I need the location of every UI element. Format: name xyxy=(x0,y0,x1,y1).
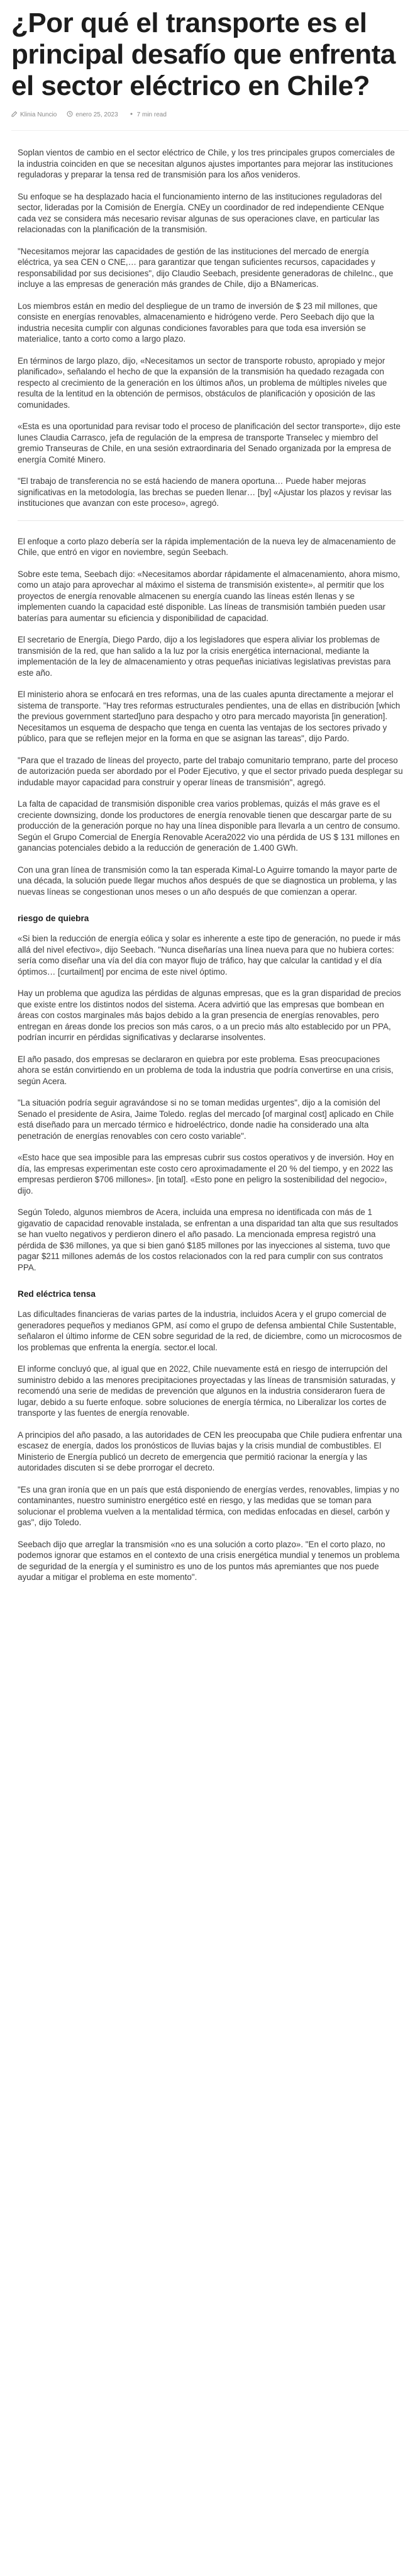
paragraph: "Necesitamos mejorar las capacidades de gestión de las instituciones del mercado de energía eléctrica, ya sea CEN o CNE,… para garantizar que tengan suficientes recursos, capacidades y responsabilidad por sus decisiones", dijo Claudio Seebach, presidente generadoras de chileInc., que incluye a las empresas de generación más grandes de Chile, dijo a BNamericas. xyxy=(18,246,394,289)
section-divider xyxy=(18,520,404,521)
paragraph: "El trabajo de transferencia no se está haciendo de manera oportuna… Puede haber mejoras significativas en la metodología, las brechas se pueden llenar… [by] «Ajustar los plazos y revisar las instituciones que avanzan con este proceso», agregó. xyxy=(18,476,392,508)
paragraph: Sobre este tema, Seebach dijo: «Necesitamos abordar rápidamente el almacenamiento, ahora mismo, como un atajo para aprovechar al máximo el sistema de transmisión existente», al permitir que los proyectos de energía renovable almacenen su energía cuando las líneas estén llenas y se implementen cuando la capacidad esté disponible. Las líneas de transmisión también pueden usar baterías para aumentar su eficiencia y disponibilidad de capacidad. xyxy=(18,569,401,623)
paragraph: «Esta es una oportunidad para revisar todo el proceso de planificación del sector transporte», dijo este lunes Claudia Carrasco, jefa de regulación de la empresa de transporte Transelec y miembro del gremio Transeuras de Chile, en una sesión extraordinaria del Senado organizada por la empresa de energía Comité Minero. xyxy=(18,422,401,464)
paragraph: Su enfoque se ha desplazado hacia el funcionamiento interno de las instituciones reguladoras del sector, lideradas por la Comisión de Energía. CNEy un coordinador de red independiente CENque cada vez se considera más necesario revisar algunas de sus operaciones clave, en particular las relacionadas con la planificación de la transmisión. xyxy=(18,191,384,234)
paragraph: Con una gran línea de transmisión como la tan esperada Kimal-Lo Aguirre tomando la mayor parte de una década, la solución puede llegar muchos años después de que se diagnostica un problema, y las nuevas líneas se congestionan unos meses o un año después de que comienzan a operar. xyxy=(18,865,397,897)
paragraph: El informe concluyó que, al igual que en 2022, Chile nuevamente está en riesgo de interrupción del suministro debido a las menores precipitaciones proyectadas y las líneas de transmisión saturadas, y recomendó una serie de medidas de prevención que algunos en la industria consideraron fuera de lugar, debido a su fuerte enfoque. sobre soluciones de energía térmica, no Liberalizar los cortes de transporte y las fuentes de energía renovable. xyxy=(18,1364,395,1418)
article-meta xyxy=(11,111,409,119)
author-name[interactable]: Klinia Nuncio xyxy=(20,111,57,118)
paragraph: A principios del año pasado, a las autoridades de CEN les preocupaba que Chile pudiera enfrentar una escasez de energía, dados los pronósticos de lluvias bajas y la crisis mundial de combustibles. El Ministerio de Energía publicó un decreto de emergencia que permitió racionar la energía y las autoridades discuten si se debe prorrogar el decreto. xyxy=(18,1430,402,1472)
article-title: ¿Por qué el transporte es el principal desafío que enfrenta el sector eléctrico en Chile? xyxy=(11,8,395,101)
paragraph: «Si bien la reducción de energía eólica y solar es inherente a este tipo de generación, no puede ir más allá del nivel efectivo», dijo Seebach. "Nunca diseñarías una línea nueva para que no hubiera cortes: sería como diseñar una vía del día con mayor flujo de tráfico, hay que calcular la cantidad y el día óptimos… [curtailment] por encima de este nivel óptimo. xyxy=(18,934,401,977)
paragraph: Las dificultades financieras de varias partes de la industria, incluidos Acera y el grupo comercial de generadores pequeños y medianos GPM, así como el grupo de defensa ambiental Chile Sustentable, señalaron el último informe de CEN sobre seguridad de la red, de diciembre, como un microcosmos de los problemas que enfrenta la energía. sector.el local. xyxy=(18,1309,402,1352)
clock-icon xyxy=(67,111,73,119)
read-time: 7 min read xyxy=(136,111,167,118)
paragraph: El enfoque a corto plazo debería ser la rápida implementación de la nueva ley de almacenamiento de Chile, que entró en vigor en noviembre, según Seebach. xyxy=(18,536,396,557)
date-meta xyxy=(67,111,118,119)
paragraph: "Es una gran ironía que en un país que está disponiendo de energías verdes, renovables, limpias y no contaminantes, nuestro suministro energético esté en riesgo, y las medidas que se toman para solucionar el problema vuelven a la mentalidad térmica, con medidas enfocadas en diesel, carbón y gas", dijo Toledo. xyxy=(18,1484,399,1527)
paragraph: Seebach dijo que arreglar la transmisión «no es una solución a corto plazo». "En el corto plazo, no podemos ignorar que estamos en el contexto de una crisis energética mundial y tenemos un problema de seguridad de la energía y el suministro es uno de los puntos más apremiantes que nos puede ayudar a mitigar el problema en este momento". xyxy=(18,1539,400,1582)
publish-date: enero 25, 2023 xyxy=(75,111,118,118)
edit-icon xyxy=(11,111,18,119)
article-body xyxy=(11,147,409,1583)
read-time-meta xyxy=(128,111,167,119)
paragraph: Según Toledo, algunos miembros de Acera, incluida una empresa no identificada con más de 1 gigavatio de capacidad renovable instalada, se enfrentan a una disparidad tan alta que sus resultados se han vuelto negativos y perdieron dinero el año pasado. La mencionada empresa registró una pérdida de $36 millones, ya que si bien ganó $185 millones por las inyecciones al sistema, tuvo que pagar $211 millones además de los costos relacionados con la red para cumplir con sus contratos PPA. xyxy=(18,1207,399,1272)
paragraph: El año pasado, dos empresas se declararon en quiebra por este problema. Esas preocupaciones ahora se están convirtiendo en un problema de toda la industria que podría convertirse en una crisis, según Acera. xyxy=(18,1054,394,1086)
paragraph: Los miembros están en medio del despliegue de un tramo de inversión de $ 23 mil millones, que consiste en energías renovables, almacenamiento e hidrógeno verde. Pero Seebach dijo que la industria necesita cumplir con algunas condiciones favorables para que toda esa inversión se materialice, tanto a corto como a largo plazo. xyxy=(18,301,378,344)
paragraph: El secretario de Energía, Diego Pardo, dijo a los legisladores que espera aliviar los problemas de transmisión de la red, que han salido a la luz por la crisis energética internacional, mediante la implementación de la ley de almacenamiento y otras pequeñas iniciativas legislativas previstas para este año. xyxy=(18,635,391,678)
dot-icon xyxy=(128,111,135,119)
title-divider xyxy=(11,130,409,131)
paragraph: La falta de capacidad de transmisión disponible crea varios problemas, quizás el más grave es el creciente downsizing, donde los productores de energía renovable tienen que descargar parte de su producción de la generación porque no hay una línea disponible para llevarla a un centro de consumo. Según el Grupo Comercial de Energía Renovable Acera2022 vio una pérdida de US $ 131 millones en ganancias potenciales debido a la reducción de generación de 1.400 GWh. xyxy=(18,799,401,853)
article-container xyxy=(0,8,420,1583)
paragraph: Hay un problema que agudiza las pérdidas de algunas empresas, que es la gran disparidad de precios que existe entre los distintos nodos del sistema. Acera advirtió que las empresas que bombean en áreas con costos marginales más bajos debido a la gran presencia de energías renovables, pero entregan en áreas donde los precios son más caros, o a un precio más alto establecido por un PPA, podrían incurrir en pérdidas significativas y declararse insolventes. xyxy=(18,988,401,1042)
author-meta[interactable] xyxy=(11,111,57,119)
paragraph: En términos de largo plazo, dijo, «Necesitamos un sector de transporte robusto, apropiado y mejor planificado», señalando el hecho de que la expansión de la transmisión ha quedado rezagada con respecto al crecimiento de la generación en los últimos años, un problema de múltiples niveles que resulta de la lentitud en la obtención de permisos, obstáculos de planificación y oposición de las comunidades. xyxy=(18,356,387,410)
paragraph: "La situación podría seguir agravándose si no se toman medidas urgentes", dijo a la comisión del Senado el presidente de Asira, Jaime Toledo. reglas del mercado [of marginal cost] aplicado en Chile está diseñado para un mercado térmico e hidroeléctrico, donde nadie ha considerado una alta penetración de energías renovables con cero costo variable". xyxy=(18,1098,394,1141)
paragraph: «Esto hace que sea imposible para las empresas cubrir sus costos operativos y de inversión. Hoy en día, las empresas experimentan este costo cero aproximadamente el 20 % del tiempo, y en 2022 las empresas perdieron $706 millones». [in total]. «Esto pone en peligro la sostenibilidad del negocio», dijo. xyxy=(18,1153,394,1196)
paragraph: Soplan vientos de cambio en el sector eléctrico de Chile, y los tres principales grupos comerciales de la industria coinciden en que se necesitan algunos ajustes importantes para mejorar las instituciones reguladoras y preparar la tensa red de transmisión para los años venideros. xyxy=(18,148,395,179)
section-heading: Red eléctrica tensa xyxy=(18,1289,96,1299)
paragraph: El ministerio ahora se enfocará en tres reformas, una de las cuales apunta directamente a mejorar el sistema de transporte. "Hay tres reformas estructurales pendientes, una de ellas en distribución [which the previous government started]uno para despacho y otro para mercado mayorista [in generation]. Necesitamos un esquema de despacho que tenga en cuenta las ventajas de los sectores privado y público, para que se reflejen mejor en la forma en que se asignan las tareas", dijo Pardo. xyxy=(18,690,401,743)
paragraph: "Para que el trazado de líneas del proyecto, parte del trabajo comunitario temprano, parte del proceso de autorización pueda ser abordado por el Poder Ejecutivo, y que el sector privado pueda desplegar su indudable mayor capacidad para construir y operar líneas de transmisión", agregó. xyxy=(18,755,403,787)
section-heading: riesgo de quiebra xyxy=(18,914,89,923)
